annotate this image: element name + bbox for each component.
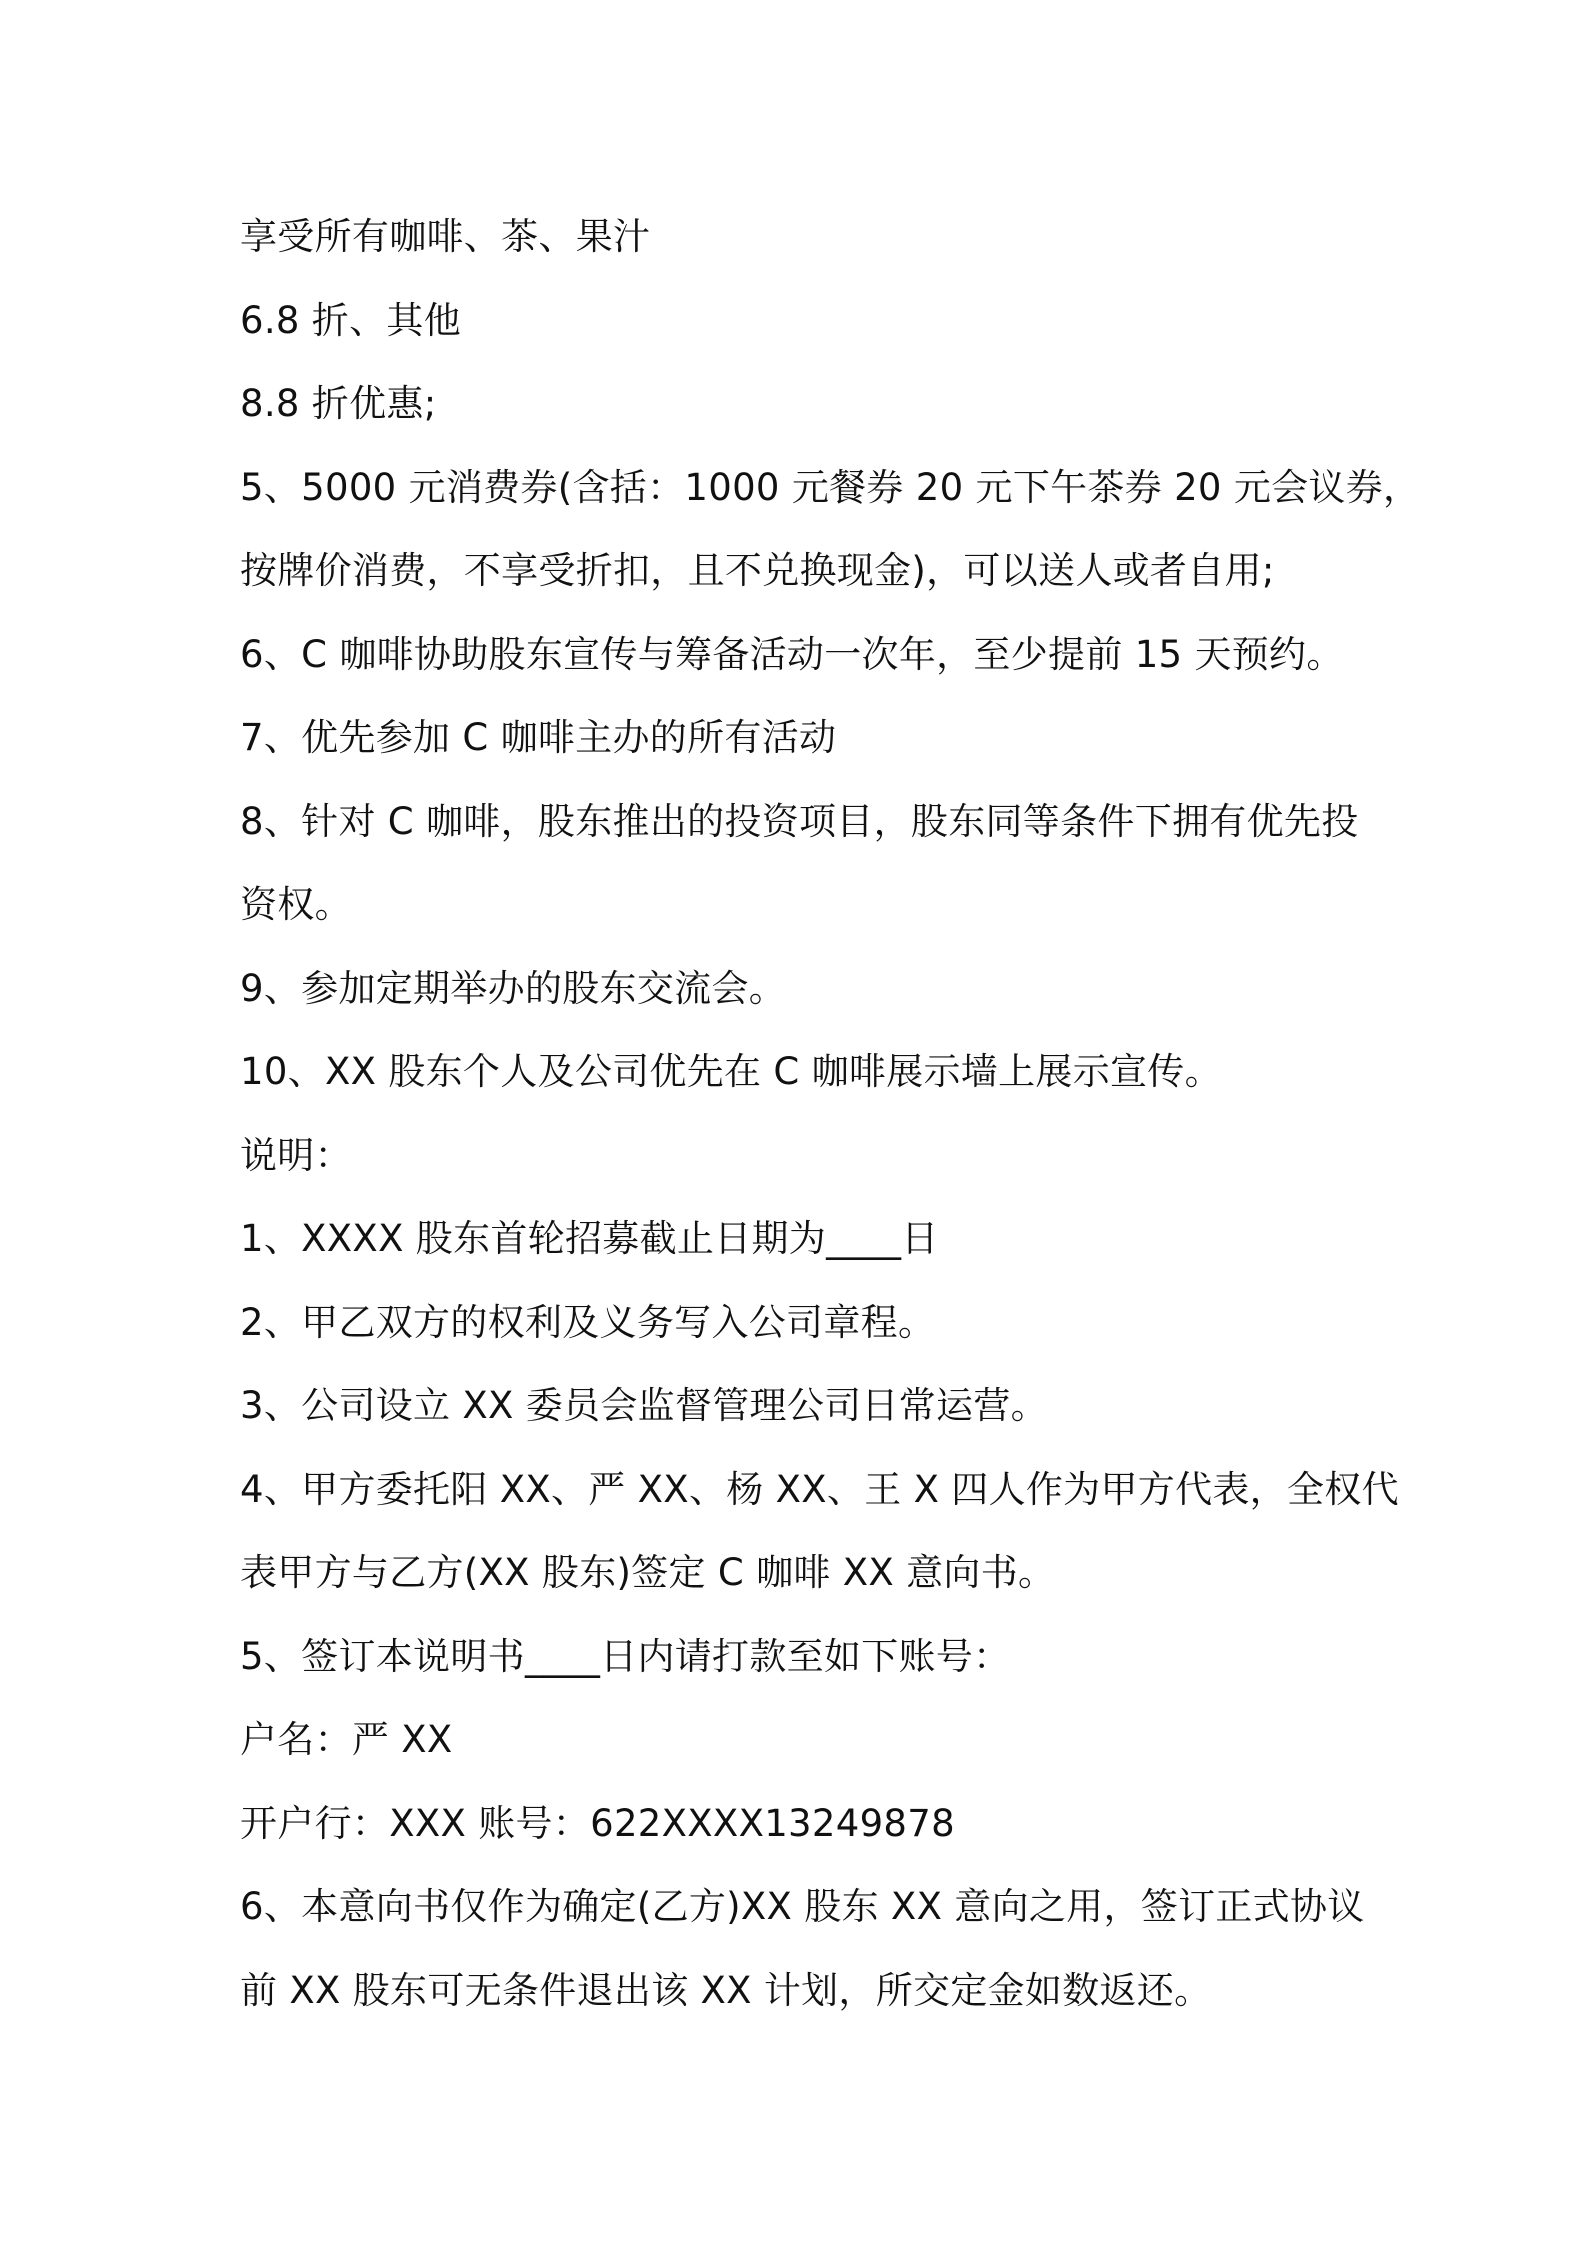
text-line: 6.8 折、其他	[240, 298, 462, 342]
text-line: 3、公司设立 XX 委员会监督管理公司日常运营。	[240, 1384, 1048, 1427]
text-line: 7、优先参加 C 咖啡主办的所有活动	[240, 716, 837, 759]
account-name: 户名：严 XX	[240, 1718, 453, 1761]
text-line: 8、针对 C 咖啡，股东推出的投资项目，股东同等条件下拥有优先投	[240, 799, 1359, 843]
document-body	[240, 195, 1421, 2032]
section-heading: 说明：	[240, 1133, 352, 1177]
text-line: 4、甲方委托阳 XX、严 XX、杨 XX、王 X 四人作为甲方代表，全权代	[240, 1467, 1399, 1511]
text-line: 9、参加定期举办的股东交流会。	[240, 966, 787, 1010]
text-line: 8.8 折优惠;	[240, 382, 437, 425]
text-line: 5、签订本说明书____日内请打款至如下账号：	[240, 1634, 1011, 1678]
text-line: 1、XXXX 股东首轮招募截止日期为____日	[240, 1217, 939, 1260]
text-line: 享受所有咖啡、茶、果汁	[240, 215, 651, 258]
text-line: 资权。	[240, 883, 352, 926]
text-line: 6、C 咖啡协助股东宣传与筹备活动一次年，至少提前 15 天预约。	[240, 632, 1344, 676]
bank-account: 开户行：XXX 账号：622XXXX13249878	[240, 1801, 955, 1845]
text-line: 按牌价消费，不享受折扣，且不兑换现金)，可以送人或者自用;	[240, 549, 1275, 592]
text-line: 2、甲乙双方的权利及义务写入公司章程。	[240, 1300, 936, 1344]
text-line: 6、本意向书仅作为确定(乙方)XX 股东 XX 意向之用，签订正式协议	[240, 1885, 1365, 1928]
text-line: 表甲方与乙方(XX 股东)签定 C 咖啡 XX 意向书。	[240, 1551, 1056, 1594]
text-line: 前 XX 股东可无条件退出该 XX 计划，所交定金如数返还。	[240, 1968, 1212, 2012]
text-line: 10、XX 股东个人及公司优先在 C 咖啡展示墙上展示宣传。	[240, 1050, 1222, 1093]
text-line: 5、5000 元消费券(含括：1000 元餐券 20 元下午茶券 20 元会议券，	[240, 465, 1421, 509]
